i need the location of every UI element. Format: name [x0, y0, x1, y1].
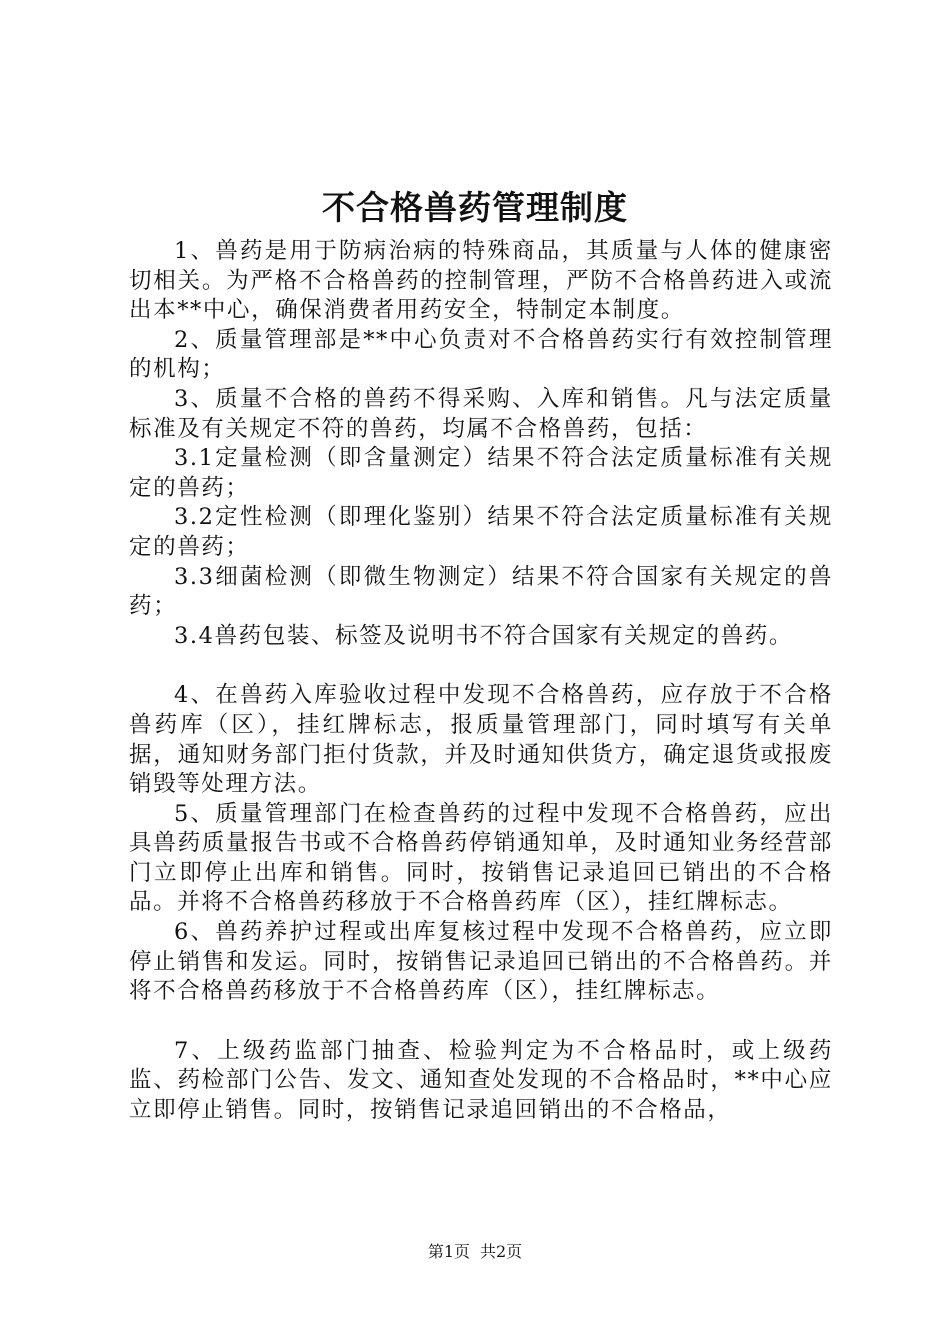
paragraph-1: 1、兽药是用于防病治病的特殊商品，其质量与人体的健康密切相关。为严格不合格兽药的控制管理，严防不合格兽药进入或流出本**中心，确保消费者用药安全，特制定本制度。 [129, 238, 833, 324]
document-body [129, 237, 833, 1126]
paragraph-2: 2、质量管理部是**中心负责对不合格兽药实行有效控制管理的机构； [129, 326, 833, 383]
paragraph-6: 6、兽药养护过程或出库复核过程中发现不合格兽药，应立即停止销售和发运。同时，按销售记录追回已销出的不合格兽药。并将不合格兽药移放于不合格兽药库（区），挂红牌标志。 [129, 919, 833, 1005]
page-footer [0, 1240, 950, 1264]
paragraph-3-1: 3.1定量检测（即含量测定）结果不符合法定质量标准有关规定的兽药； [129, 445, 833, 501]
paragraph-3-3: 3.3细菌检测（即微生物测定）结果不符合国家有关规定的兽药； [129, 563, 833, 620]
paragraph-3: 3、质量不合格的兽药不得采购、入库和销售。凡与法定质量标准及有关规定不符的兽药，均属不合格兽药，包括： [129, 385, 833, 442]
paragraph-4: 4、在兽药入库验收过程中发现不合格兽药，应存放于不合格兽药库（区），挂红牌标志，报质量管理部门，同时填写有关单据，通知财务部门拒付货款，并及时通知供货方，确定退货或报废销毁等处理方法。 [129, 682, 833, 798]
paragraph-3-2: 3.2定性检测（即理化鉴别）结果不符合法定质量标准有关规定的兽药； [129, 504, 833, 560]
page-number-total: 共2页 [480, 1242, 523, 1261]
document-title: 不合格兽药管理制度 [322, 188, 628, 227]
paragraph-5: 5、质量管理部门在检查兽药的过程中发现不合格兽药，应出具兽药质量报告书或不合格兽药停销通知单，及时通知业务经营部门立即停止出库和销售。同时，按销售记录追回已销出的不合格品。并将不合格兽药移放于不合格兽药库（区），挂红牌标志。 [129, 800, 833, 916]
paragraph-3-4: 3.4兽药包装、标签及说明书不符合国家有关规定的兽药。 [174, 622, 793, 649]
paragraph-7: 7、上级药监部门抽查、检验判定为不合格品时，或上级药监、药检部门公告、发文、通知查处发现的不合格品时，**中心应立即停止销售。同时，按销售记录追回销出的不合格品， [129, 1037, 833, 1124]
page-number-current: 第1页 [427, 1242, 470, 1261]
